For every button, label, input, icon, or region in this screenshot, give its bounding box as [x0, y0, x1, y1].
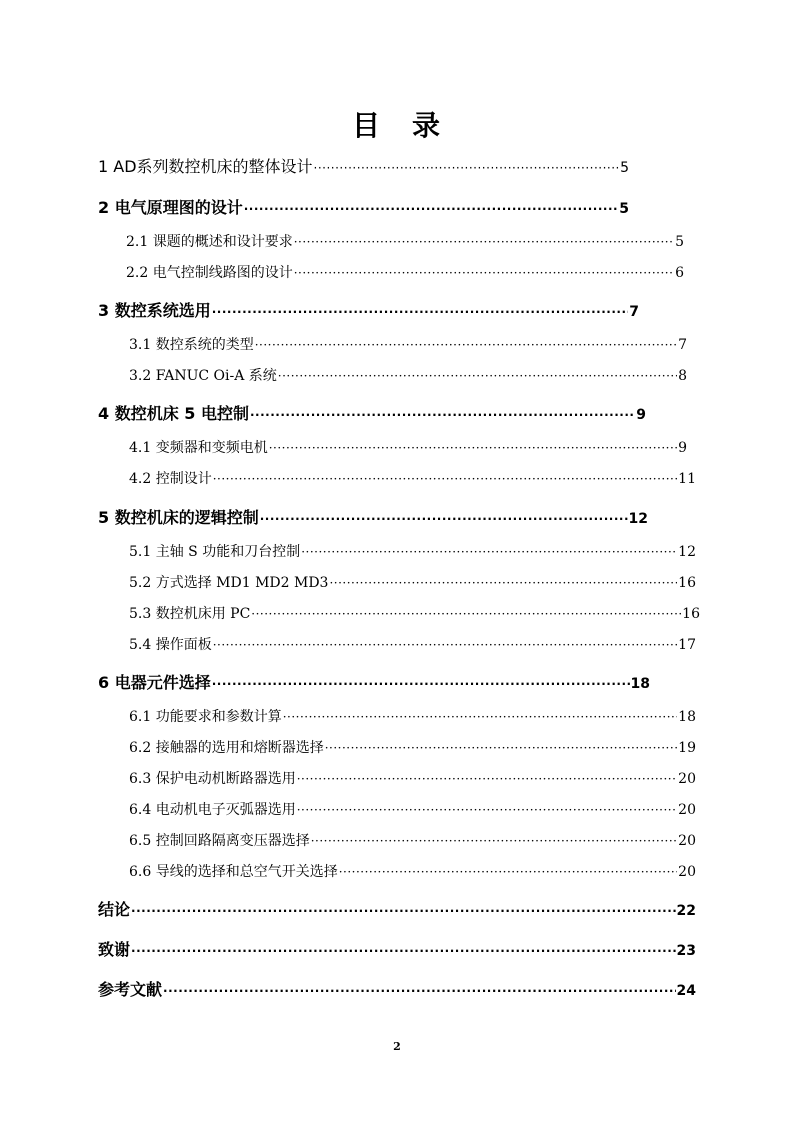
- toc-entry-label: 6.5 控制回路隔离变压器选择: [129, 833, 310, 849]
- toc-entry: [126, 231, 684, 251]
- toc-entry-page: 23: [676, 943, 696, 959]
- toc-entry-label: 参考文献: [98, 980, 163, 999]
- toc-entry: [129, 541, 696, 561]
- toc-entry-label: 5 数控机床的逻辑控制: [98, 508, 259, 527]
- dot-leader: [163, 984, 676, 998]
- dot-leader: [244, 202, 619, 216]
- toc-entry-label: 2.1 课题的概述和设计要求: [126, 234, 293, 250]
- toc-entry: [129, 768, 696, 788]
- toc-entry: [98, 298, 639, 321]
- toc-entry: [98, 897, 696, 920]
- page-number: 2: [393, 1040, 401, 1053]
- toc-entry-label: 2 电气原理图的设计: [98, 198, 243, 217]
- toc-entry: [129, 365, 687, 385]
- toc-entry-label: 6.2 接触器的选用和熔断器选择: [129, 740, 324, 756]
- toc-title: 目 录: [351, 109, 442, 142]
- toc-entry-page: 20: [678, 833, 696, 849]
- toc-entry-page: 12: [678, 544, 696, 560]
- dot-leader: [311, 834, 677, 848]
- toc-entry: [129, 572, 696, 592]
- toc-entry-label: 3 数控系统选用: [98, 301, 211, 320]
- dot-leader: [339, 865, 677, 879]
- toc-entry-label: 4.2 控制设计: [129, 471, 212, 487]
- dot-leader: [278, 369, 677, 383]
- toc-entry: [98, 401, 646, 424]
- toc-entry: [98, 670, 650, 693]
- dot-leader: [294, 235, 674, 249]
- toc-entry-page: 8: [678, 368, 687, 384]
- toc-entry: [98, 937, 696, 960]
- toc-entry-label: 5.1 主轴 S 功能和刀台控制: [129, 544, 301, 560]
- toc-entry-page: 9: [636, 407, 646, 423]
- toc-entry: [129, 830, 696, 850]
- dot-leader: [213, 638, 677, 652]
- dot-leader: [213, 472, 677, 486]
- dot-leader: [297, 803, 677, 817]
- toc-entry: [98, 154, 629, 177]
- toc-entry-page: 7: [629, 304, 639, 320]
- dot-leader: [251, 607, 681, 621]
- toc-entry-label: 5.4 操作面板: [129, 637, 212, 653]
- toc-entry-page: 9: [678, 440, 687, 456]
- toc-entry-page: 18: [678, 709, 696, 725]
- toc-entry-label: 结论: [98, 900, 131, 919]
- toc-entry-page: 20: [678, 771, 696, 787]
- toc-entry-page: 11: [678, 471, 696, 487]
- toc-entry: [129, 634, 696, 654]
- toc-entry-label: 5.2 方式选择 MD1 MD2 MD3: [129, 575, 329, 591]
- dot-leader: [269, 441, 677, 455]
- toc-entry-page: 18: [630, 676, 650, 692]
- dot-leader: [283, 710, 677, 724]
- dot-leader: [314, 161, 620, 175]
- dot-leader: [255, 338, 677, 352]
- toc-entry: [129, 603, 700, 623]
- toc-entry-label: 6 电器元件选择: [98, 673, 211, 692]
- toc-entry-page: 5: [619, 201, 629, 217]
- toc-entry: [129, 334, 687, 354]
- dot-leader: [131, 944, 676, 958]
- toc-entry-page: 16: [678, 575, 696, 591]
- toc-entry-label: 3.1 数控系统的类型: [129, 337, 254, 353]
- toc-entry-label: 6.6 导线的选择和总空气开关选择: [129, 864, 338, 880]
- toc-entry-page: 17: [678, 637, 696, 653]
- dot-leader: [212, 305, 629, 319]
- toc-entry-label: 1 AD系列数控机床的整体设计: [98, 157, 313, 176]
- toc-entry-page: 12: [628, 511, 648, 527]
- dot-leader: [329, 576, 677, 590]
- toc-entry: [98, 977, 696, 1000]
- toc-entry-page: 7: [678, 337, 687, 353]
- toc-entry: [98, 505, 648, 528]
- toc-entry-page: 5: [620, 160, 629, 176]
- dot-leader: [131, 904, 676, 918]
- dot-leader: [260, 512, 628, 526]
- toc-entry-page: 20: [678, 802, 696, 818]
- toc-entry-label: 5.3 数控机床用 PC: [129, 606, 251, 622]
- toc-entry-page: 5: [675, 234, 684, 250]
- toc-entry-page: 16: [682, 606, 700, 622]
- toc-entry-page: 20: [678, 864, 696, 880]
- toc-entry-label: 致谢: [98, 940, 131, 959]
- toc-entry: [129, 468, 696, 488]
- toc-entry-page: 24: [676, 983, 696, 999]
- dot-leader: [325, 741, 677, 755]
- toc-entry-label: 2.2 电气控制线路图的设计: [126, 265, 293, 281]
- toc-entry: [129, 437, 687, 457]
- toc-entry-page: 19: [678, 740, 696, 756]
- toc-entry-page: 22: [676, 903, 696, 919]
- toc-entry: [129, 737, 696, 757]
- dot-leader: [301, 545, 677, 559]
- toc-entry: [129, 706, 696, 726]
- dot-leader: [250, 408, 635, 422]
- dot-leader: [297, 772, 677, 786]
- toc-entry-page: 6: [675, 265, 684, 281]
- toc-entry-label: 3.2 FANUC Oi-A 系统: [129, 368, 277, 384]
- toc-entry-label: 4 数控机床 5 电控制: [98, 404, 249, 423]
- toc-entry-label: 6.3 保护电动机断路器选用: [129, 771, 296, 787]
- toc-entry: [129, 861, 696, 881]
- toc-entry: [129, 799, 696, 819]
- dot-leader: [212, 677, 630, 691]
- toc-entry: [98, 195, 629, 218]
- toc-entry-label: 4.1 变频器和变频电机: [129, 440, 268, 456]
- toc-entry-label: 6.4 电动机电子灭弧器选用: [129, 802, 296, 818]
- toc-entry-label: 6.1 功能要求和参数计算: [129, 709, 282, 725]
- toc-entry: [126, 262, 684, 282]
- dot-leader: [294, 266, 674, 280]
